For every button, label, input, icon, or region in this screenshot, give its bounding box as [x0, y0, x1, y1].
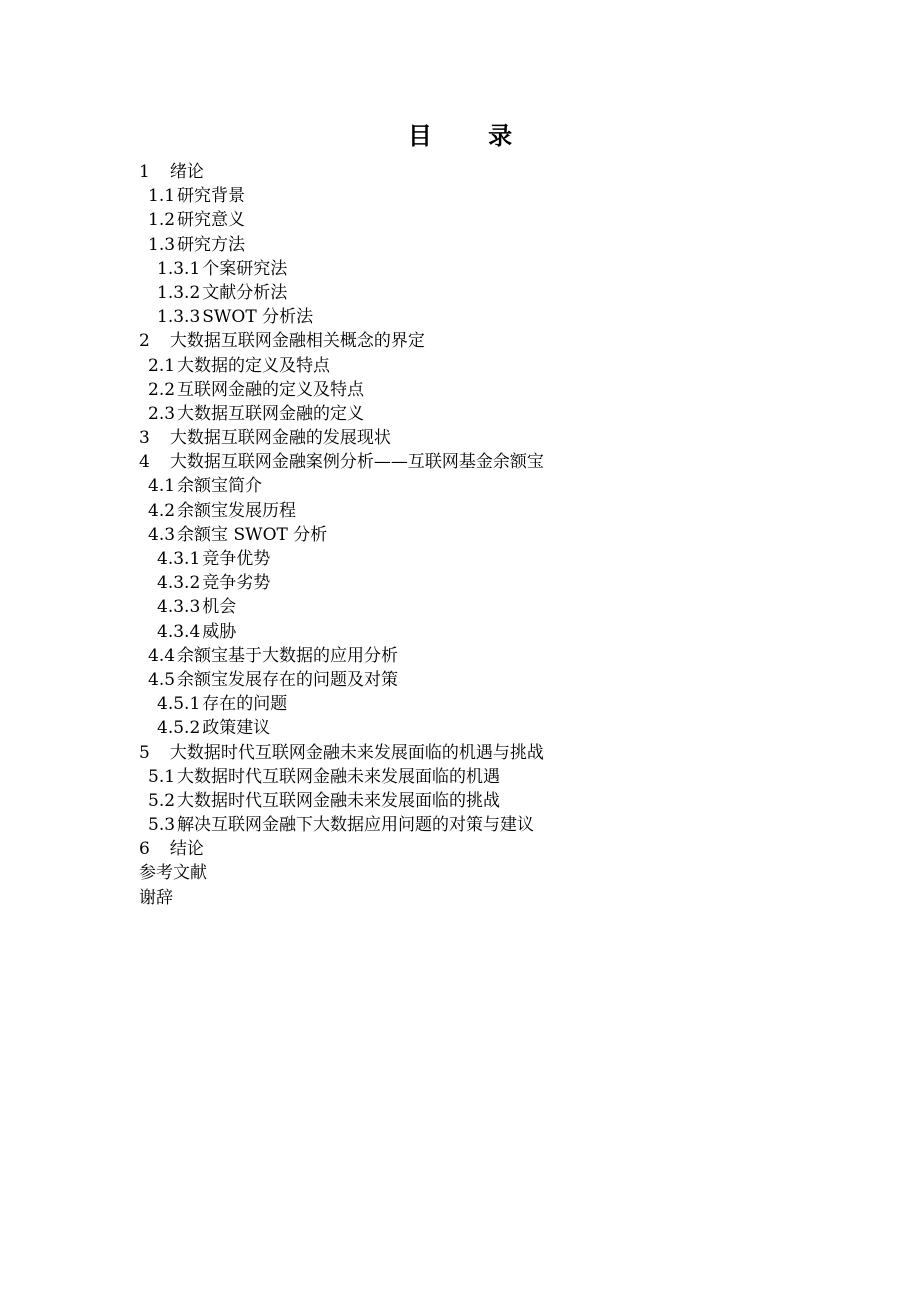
toc-entry-text: 研究意义: [177, 210, 246, 231]
toc-entry: [139, 813, 544, 837]
toc-entry: [139, 571, 544, 595]
toc-entry-number: 1: [139, 162, 150, 182]
toc-entry: [139, 184, 544, 208]
toc-entry: [139, 329, 544, 353]
toc-entry-number: 4.3.4: [157, 621, 201, 642]
toc-entry: [139, 547, 544, 571]
toc-entry: [139, 861, 544, 885]
toc-entry-text: 威胁: [202, 621, 237, 642]
toc-entry-text: 绪论: [169, 162, 204, 182]
toc-entry-number: 6: [139, 839, 150, 860]
toc-entry-text: 竞争劣势: [202, 573, 271, 594]
toc-entry-number: 4.1: [148, 476, 176, 497]
toc-entry-text: 余额宝基于大数据的应用分析: [177, 645, 399, 666]
toc-entry-number: 1.3.3: [157, 307, 201, 328]
toc-entry-text: 余额宝发展历程: [177, 500, 297, 521]
toc-entry: [139, 886, 544, 910]
toc-entry-number: 4.3: [148, 524, 176, 545]
toc-entry: [139, 257, 544, 281]
toc-entry: [139, 765, 544, 789]
toc-entry-number: 1.1: [148, 186, 176, 207]
toc-entry-number: 4: [139, 452, 150, 473]
toc-entry-text: 余额宝 SWOT 分析: [177, 524, 328, 545]
toc-entry: [139, 668, 544, 692]
toc-entry: [139, 378, 544, 402]
toc-entry-number: 4.3.2: [157, 573, 201, 594]
toc-entry-number: 1.3.2: [157, 282, 201, 303]
toc-entry: [139, 450, 544, 474]
toc-entry-text: SWOT 分析法: [202, 307, 314, 328]
toc-entry-text: 存在的问题: [202, 694, 288, 715]
toc-entry-text: 研究方法: [177, 234, 246, 255]
toc-entry-text: 大数据互联网金融相关概念的界定: [169, 331, 425, 352]
toc-entry: [139, 354, 544, 378]
toc-entry-text: 大数据时代互联网金融未来发展面临的挑战: [177, 790, 501, 811]
toc-entry: [139, 789, 544, 813]
toc-entry: [139, 208, 544, 232]
toc-entry-number: 2.2: [148, 379, 176, 400]
toc-entry-number: 4.3.1: [157, 549, 201, 569]
toc-entry-number: 4.5.1: [157, 694, 201, 715]
toc-entry-text: 文献分析法: [202, 282, 288, 303]
toc-entry-text: 大数据时代互联网金融未来发展面临的机遇: [177, 766, 501, 787]
toc-entry: [139, 595, 544, 619]
toc-entry-number: 5.2: [148, 790, 176, 811]
toc-entry-number: 2.1: [148, 355, 176, 376]
toc-entry-text: 大数据时代互联网金融未来发展面临的机遇与挑战: [169, 742, 544, 763]
toc-entry-text: 互联网金融的定义及特点: [177, 379, 365, 400]
toc-entry-text: 个案研究法: [202, 258, 288, 279]
toc-entry-text: 参考文献: [139, 863, 207, 884]
toc-entry-text: 大数据互联网金融案例分析——互联网基金余额宝: [169, 452, 544, 473]
toc-entry-text: 结论: [169, 839, 204, 860]
toc-entry-number: 1.3.1: [157, 258, 201, 279]
toc-entry-number: 4.3.3: [157, 597, 201, 618]
toc-entry-number: 2.3: [148, 403, 176, 424]
toc-entry-number: 4.5: [148, 669, 176, 690]
toc-entry: [139, 499, 544, 523]
toc-entry: [139, 716, 544, 740]
toc-entry: [139, 692, 544, 716]
toc-entry-text: 余额宝发展存在的问题及对策: [177, 669, 399, 690]
toc-entry: [139, 644, 544, 668]
toc-entry-number: 5.1: [148, 766, 176, 787]
toc-entry-text: 大数据互联网金融的定义: [177, 403, 365, 424]
toc-list: [139, 160, 544, 910]
toc-entry-text: 竞争优势: [202, 549, 271, 569]
toc-entry-text: 解决互联网金融下大数据应用问题的对策与建议: [177, 815, 535, 836]
toc-entry: [139, 233, 544, 257]
toc-entry: [139, 837, 544, 861]
toc-entry-number: 4.2: [148, 500, 176, 521]
toc-entry-number: 4.4: [148, 645, 176, 666]
toc-entry: [139, 474, 544, 498]
toc-entry-text: 研究背景: [177, 186, 246, 207]
toc-entry: [139, 402, 544, 426]
toc-entry-text: 机会: [202, 597, 237, 618]
toc-entry-text: 政策建议: [202, 718, 271, 739]
toc-entry-number: 2: [139, 331, 150, 352]
toc-entry-text: 大数据的定义及特点: [177, 355, 331, 376]
toc-entry: [139, 741, 544, 765]
toc-title: 目 录: [407, 122, 537, 150]
toc-entry-number: 4.5.2: [157, 718, 201, 739]
toc-entry: [139, 281, 544, 305]
toc-entry: [139, 523, 544, 547]
toc-entry-text: 余额宝简介: [177, 476, 263, 497]
toc-entry-text: 谢辞: [139, 887, 173, 908]
toc-entry-text: 大数据互联网金融的发展现状: [169, 428, 391, 449]
toc-entry-number: 5.3: [148, 815, 176, 836]
toc-entry: [139, 305, 544, 329]
toc-entry: [139, 426, 544, 450]
toc-entry-number: 1.2: [148, 210, 176, 231]
toc-entry-number: 5: [139, 742, 150, 763]
toc-entry: [139, 160, 544, 184]
toc-entry-number: 3: [139, 428, 150, 449]
toc-entry-number: 1.3: [148, 234, 176, 255]
toc-entry: [139, 620, 544, 644]
